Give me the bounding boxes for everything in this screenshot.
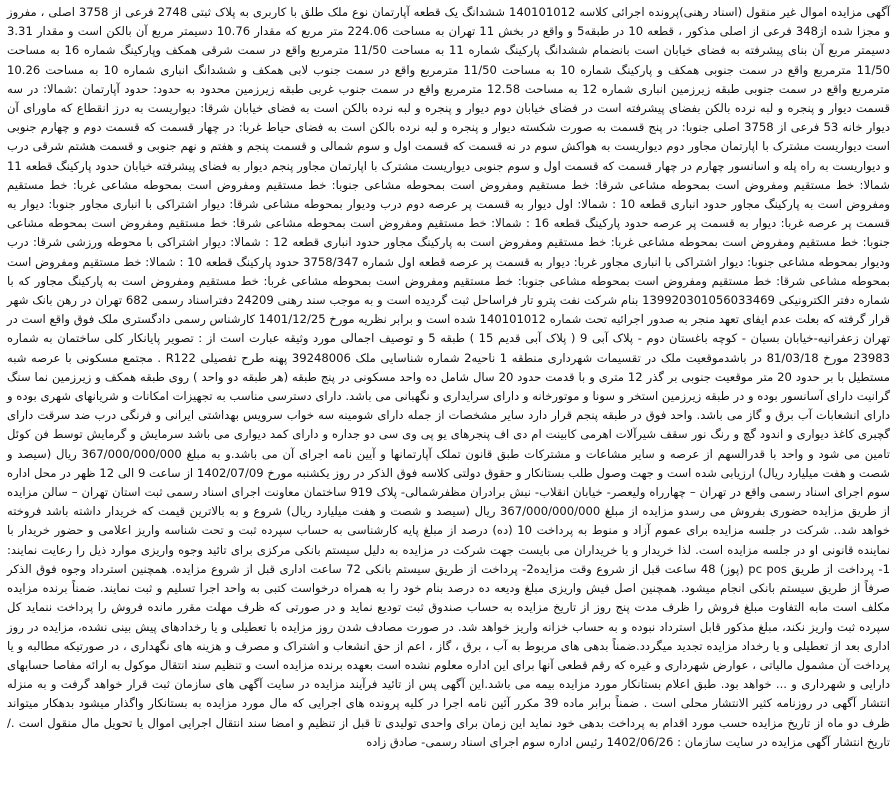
notice-body-text: آگهی مزایده اموال غیر منقول (اسناد رهنی)پرونده اجرائی کلاسه 140101012 ششدانگ یک قطعه آپارتمان نوع ملک طلق با کاربری به پلاک ثبتی 2748 فرعی از 3758 اصلی ، مفروز و مجزا شده از348 فرعی از اصلی مذکور ، قطعه 10 در طبقه5 و واقع در بخش 11 تهران به مساحت 224.06 متر مربع که مقدار 10.76 دسیمتر مربع آن بالکن است و مقدار 3.31 دسیمتر مربع آن بنای پیشرفته به فضای خیابان است بانضمام ششدانگ پارکینگ شماره 11 به مساحت 11/50 مترمربع واقع در سمت شرقی همکف وپارکینگ شماره 16 به مساحت 11/50 مترمربع واقع در سمت جنوبی همکف و پارکینگ شماره 10 به مساحت 11/50 مترمربع واقع در سمت جنوب لابی همکف و ششدانگ انباری شماره 10 به مساحت 10.26 مترمربع واقع در سمت جنوبی طبقه زیرزمین انباری شماره 12 به مساحت 12.58 مترمربع واقع در سمت جنوب غربی طبقه زیرزمین محدود به حدود: حدود آپارتمان :شمالا: در سه قسمت دیوار و پنجره و لبه نرده بالکن بفضای پیشرفته است در فضای خیابان دوم دیوار و پنجره و لبه نرده بالکن است به فضای خیابان شرقا: دیواریست به درز انقطاع که ماورای آن دیوار خانه 53 فرعی از 3758 اصلی جنوبا: در پنج قسمت به صورت شکسته دیوار و پنجره و لبه نرده بالکن است به فضای حیاط غربا: در چهار قسمت که قسمت دوم و چهارم جنوبی است دیواریست مشترک با اپارتمان مجاور دوم دیواریست به هواکش سوم در نه قسمت که قسمت اول و سوم شمالی و قسمت پنجم و هفتم و نهم جنوبی و قسمت هشتم شرقی درب و دیواریست به راه پله و اسانسور چهارم در چهار قسمت که قسمت اول و سوم جنوبی دیواریست مشترک با اپارتمان مجاور پنجم دیوار به فضای پیشرفته خیابان حدود پارکینگ قطعه 11 شمالا: خط مستقیم ومفروض است بمحوطه مشاعی شرقا: خط مستقیم ومفروض است بمحوطه مشاعی جنوبا: خط مستقیم ومفروض است بمحوطه مشاعی غربا: خط مستقیم ومفروض است به پارکینگ مجاور حدود انباری قطعه 10 : شمالا: اول دیوار به قسمت پر عرصه دوم درب ودیوار بمحوطه مشاعی شرقا: دیوار اشتراکی با انباری مجاور جنوبا: دیوار به قسمت پر عرصه غربا: دیوار به قسمت پر عرصه حدود پارکینگ قطعه 16 : شمالا: خط مستقیم ومفروض است بمحوطه مشاعی شرقا: خط مستقیم ومفروض است بمحوطه مشاعی جنوبا: خط مستقیم ومفروض است بمحوطه مشاعی غربا: خط مستقیم ومفروض است به پارکینگ مجاور حدود انباری قطعه 12 : شمالا: دیوار اشتراکی با محوطه ورزشی شرقا: درب ودیوار بمحوطه مشاعی جنوبا: دیوار اشتراکی با انباری مجاور غربا: دیوار به قسمت پر عرصه قطعه اول شماره 3758/347 حدود پارکینگ قطعه 10 : شمالا: خط مستقیم ومفروض است بمحوطه مشاعی شرقا: خط مستقیم ومفروض است بمحوطه مشاعی جنوبا: خط مستقیم ومفروض است بمحوطه مشاعی غربا: خط مستقیم ومفروض است به پارکینگ مجاور که با شماره دفتر الکترونیکی 139920301056033469 بنام شرکت نفت پترو تار فراساحل ثبت گردیده است و به موجب سند رهنی 24209 دفتراسناد رسمی 682 تهران در رهن بانک شهر قرار گرفته که بعلت عدم ایفای تعهد منجر به صدور اجرائیه تحت شماره 140101012 شده است و برابر نظریه مورخ 1401/12/25 کارشناس رسمی دادگستری ملک فوق واقع است در تهران زعفرانیه-خیابان بسیان - کوچه باغستان دوم - پلاک آبی 9 ( پلاک آبی قدیم 15 ) طبقه 5 و توصیف اجمالی مورد وثیقه عبارت است از : تصویر پایانکار کلی ساختمان به شماره 23983 مورخ 81/03/18 در باشدموقعیت ملک در تقسیمات شهرداری منطقه 1 ناحیه2 شماره شناسایی ملک 39248006 پهنه طرح تفصیلی R122 . مجتمع مسکونی با عرصه شبه مستطیل با بر حدود 20 متر موقعیت جنوبی بر گذر 12 متری و با قدمت حدود 20 سال شامل ده واحد مسکونی در پنج طبقه (هر طبقه دو واحد ) روی طبقه همکف و زیرزمین نما سنگ گرانیت دارای آسانسور بوده و در طبقه زیرزمین استخر و سونا و موتورخانه و دارای سرایداری و نگهبانی می باشد. دارای دسترسی مناسب به تجهیزات امکانات و شریانهای شهری بوده و دارای انشعابات آب برق و گاز می باشد. واحد فوق در طبقه پنجم قرار دارد سایر مشخصات از جمله دارای شومینه سه خواب سرویس بهداشتی ایرانی و فرنگی درب ضد سرقت دارای گچبری کاغذ دیواری و اندود گچ و رنگ نور سقف شیرآلات اهرمی کابینت ام دی اف پنجرهای یو پی وی سی دو جداره و دارای کمد دیواری می باشد سرمایش و گرمایش توسط فن کوئل تامین می شود و واحد با قدرالسهم از عرصه و سایر مشاعات و مشترکات طبق قانون تملک آپارتمانها و آیین نامه اجرای آن می باشد.و به مبلغ 367/000/000/000 ریال (سیصد و شصت و هفت میلیارد ریال) ارزیابی شده است و جهت وصول طلب بستانکار و حقوق دولتی کلاسه فوق الذکر در روز یکشنبه مورخ 1402/07/09 از ساعت 9 الی 12 ظهر در محل اداره سوم اجرای اسناد رسمی واقع در تهران – چهارراه ولیعصر- خیابان انقلاب- نبش برادران مظفرشمالی- پلاک 919 ساختمان معاونت اجرای اسناد رسمی ثبت استان تهران – سالن مزایده از طریق مزایده حضوری بفروش می رسدو مزایده از مبلغ 367/000/000/000 ریال (سیصد و شصت و هفت میلیارد ریال) شروع و به بالاترین قیمت که خریدار داشته باشد فروخته خواهد شد.. شرکت در جلسه مزایده برای عموم آزاد و منوط به پرداخت 10 (ده) درصد از مبلغ پایه کارشناسی به حساب سپرده ثبت و تحت شناسه واریز اعلامی و حضور خریدار با نماینده قانونی او در جلسه مزایده است. لذا خریدار و یا خریداران می بایست جهت شرکت در مزایده به دلیل سیستم بانکی مرکزی برای تائید وجوه واریزی موارد ذیل را رعایت نمایند: 1- پرداخت از طریق pc pos (پوز) 48 ساعت قبل از شروع وقت مزایده2- پرداخت از طریق سیستم بانکی 72 ساعت اداری قبل از شروع مزایده. همچنین استرداد وجوه فوق الذکر صرفاً از طریق سیستم بانکی انجام میشود. همچنین اصل فیش واریزی مبلغ ودیعه ده درصد بنام خود را به همراه درخواست کتبی به واحد اجرا تسلیم و ثبت نمایند. ضمناً برنده مزایده مکلف است مابه التفاوت مبلغ فروش را ظرف مدت پنج روز از تاریخ مزایده به حساب صندوق ثبت تودیع نماید و در صورتی که ظرف مهلت مقرر مانده فروش را پرداخت ننماید کل سپرده ثبت واریز نکند، مبلغ مذکور قابل استرداد نبوده و به حساب خزانه واریز خواهد شد. در صورت مصادف شدن روز مزایده با تعطیلی و یا رخدادهای پیش بینی نشده، مزایده در روز اداری بعد از تعطیلی و یا رخداد مزایده تجدید میگردد.ضمناً بدهی های مربوط به آب ، برق ، گاز ، اعم از حق انشعاب و اشتراک و مصرف و هزینه های نگهداری ، در صورتیکه مطالبه و یا پرداخت آن مشمول مالیاتی ، عوارض شهرداری و غیره که رقم قطعی آنها برای این اداره معلوم نشده است بعهده برنده مزایده است و تنظیم سند انتقال موکول به ارائه مفاصا حسابهای دارایی و شهرداری و ... خواهد بود. طبق اعلام بستانکار مورد مزایده بیمه می باشد.این آگهی پس از تائید فرآیند مزایده در سایت آگهی های سازمان ثبت قرار خواهد گرفت و به منزله انتشار آگهی در روزنامه کثیر الانتشار محلی است . ضمناً برابر ماده 39 مکرر آئین نامه اجرا در کلیه پرونده های اجرایی که مال مورد مزایده به بستانکار واگذار میشود بدهکار میتواند ظرف دو ماه از تاریخ مزایده حسب مورد اقدام به پرداخت بدهی خود نماید این زمان برای واحدی تولیدی تا قبل از تنظیم و امضا سند انتقال اجرایی اموال یا تحویل مال منقول است ./ تاریخ انتشار آگهی مزایده در سایت سازمان : 1402/06/26 رئیس اداره سوم اجرای اسناد رسمی- صادق زاده [7, 5, 891, 749]
